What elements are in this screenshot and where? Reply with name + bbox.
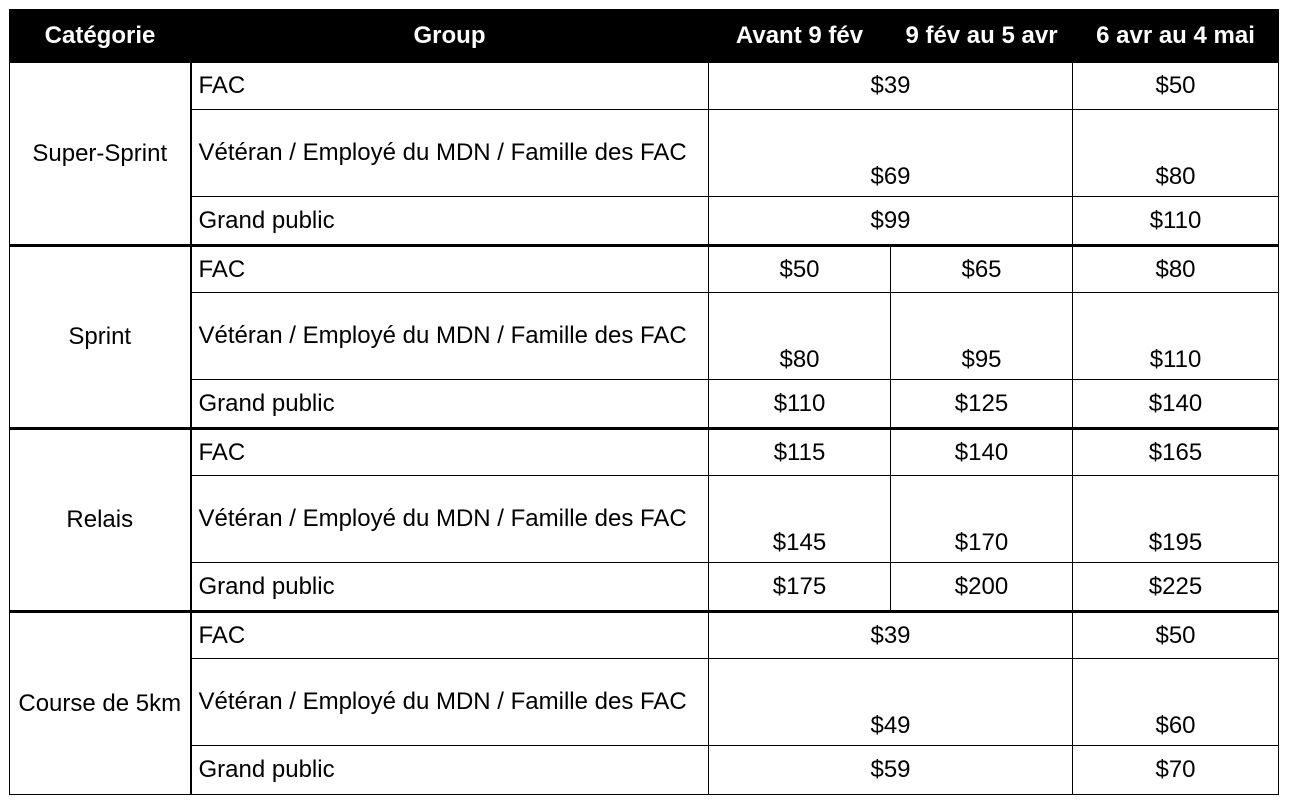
price-apr6-may4: $110	[1073, 293, 1279, 380]
price-merged: $49	[709, 659, 1073, 746]
group-fac: FAC	[191, 612, 709, 659]
header-apr6-may4: 6 avr au 4 mai	[1073, 10, 1279, 63]
price-feb9-apr5: $200	[891, 563, 1073, 612]
table-row	[10, 246, 1279, 293]
category-course-5km: Course de 5km	[10, 612, 191, 795]
table-row	[10, 380, 1279, 429]
price-apr6-may4: $80	[1073, 246, 1279, 293]
group-veteran: Vétéran / Employé du MDN / Famille des FAC	[191, 110, 709, 197]
price-before-feb9: $145	[709, 476, 891, 563]
price-before-feb9: $80	[709, 293, 891, 380]
price-before-feb9: $175	[709, 563, 891, 612]
price-apr6-may4: $225	[1073, 563, 1279, 612]
table-row	[10, 429, 1279, 476]
header-feb9-apr5: 9 fév au 5 avr	[891, 10, 1073, 63]
price-feb9-apr5: $140	[891, 429, 1073, 476]
price-apr6-may4: $70	[1073, 746, 1279, 795]
category-sprint: Sprint	[10, 246, 191, 429]
group-fac: FAC	[191, 63, 709, 110]
price-merged: $99	[709, 197, 1073, 246]
group-fac: FAC	[191, 246, 709, 293]
table-row	[10, 63, 1279, 110]
category-relais: Relais	[10, 429, 191, 612]
group-veteran: Vétéran / Employé du MDN / Famille des FAC	[191, 659, 709, 746]
group-public: Grand public	[191, 746, 709, 795]
price-merged: $59	[709, 746, 1073, 795]
price-apr6-may4: $165	[1073, 429, 1279, 476]
group-public: Grand public	[191, 380, 709, 429]
header-before-feb9: Avant 9 fév	[709, 10, 891, 63]
price-before-feb9: $115	[709, 429, 891, 476]
group-public: Grand public	[191, 563, 709, 612]
price-apr6-may4: $50	[1073, 612, 1279, 659]
group-public: Grand public	[191, 197, 709, 246]
price-feb9-apr5: $125	[891, 380, 1073, 429]
header-category: Catégorie	[10, 10, 191, 63]
table-row	[10, 110, 1279, 197]
price-merged: $39	[709, 612, 1073, 659]
price-merged: $39	[709, 63, 1073, 110]
table-row	[10, 476, 1279, 563]
price-table-container	[9, 9, 1279, 795]
category-super-sprint: Super-Sprint	[10, 63, 191, 246]
header-group: Group	[191, 10, 709, 63]
price-apr6-may4: $60	[1073, 659, 1279, 746]
price-merged: $69	[709, 110, 1073, 197]
table-row	[10, 197, 1279, 246]
table-row	[10, 612, 1279, 659]
price-feb9-apr5: $170	[891, 476, 1073, 563]
price-apr6-may4: $80	[1073, 110, 1279, 197]
price-before-feb9: $110	[709, 380, 891, 429]
table-row	[10, 563, 1279, 612]
price-table	[9, 9, 1279, 795]
price-apr6-may4: $50	[1073, 63, 1279, 110]
price-apr6-may4: $110	[1073, 197, 1279, 246]
table-row	[10, 293, 1279, 380]
price-feb9-apr5: $95	[891, 293, 1073, 380]
group-veteran: Vétéran / Employé du MDN / Famille des FAC	[191, 293, 709, 380]
price-before-feb9: $50	[709, 246, 891, 293]
group-veteran: Vétéran / Employé du MDN / Famille des FAC	[191, 476, 709, 563]
price-apr6-may4: $140	[1073, 380, 1279, 429]
price-apr6-may4: $195	[1073, 476, 1279, 563]
table-row	[10, 746, 1279, 795]
group-fac: FAC	[191, 429, 709, 476]
table-row	[10, 659, 1279, 746]
price-feb9-apr5: $65	[891, 246, 1073, 293]
header-row	[10, 10, 1279, 63]
